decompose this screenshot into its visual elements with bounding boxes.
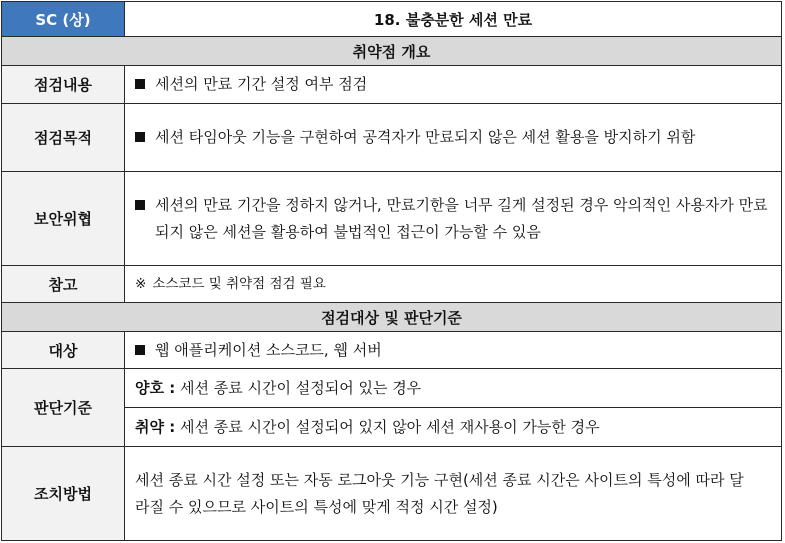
square-bullet-icon (135, 79, 145, 89)
row-label-reference: 참고 (2, 266, 125, 303)
row-risk (2, 172, 782, 266)
vulnerability-table (1, 1, 782, 541)
judgement-good (125, 369, 782, 408)
row-value-risk (125, 172, 782, 266)
reference-mark-icon: ※ (135, 275, 147, 292)
row-value-purpose (125, 104, 782, 172)
row-label-target: 대상 (2, 332, 125, 369)
action-text: 세션 종료 시간 설정 또는 자동 로그아웃 기능 구현(세션 종료 시간은 사이트의 특성에 따라 달라질 수 있으므로 사이트의 특성에 맞게 적정 시간 설정) (135, 470, 744, 516)
criteria-section-row (2, 303, 782, 332)
square-bullet-icon (135, 345, 145, 355)
section-heading-overview: 취약점 개요 (2, 37, 782, 66)
vulnerable-label: 취약 : (135, 417, 176, 436)
judgement-vulnerable (125, 408, 782, 447)
risk-text: 세션의 만료 기간을 정하지 않거나, 만료기한을 너무 길게 설정된 경우 악의적인 사용자가 만료되지 않은 세션을 활용하여 불법적인 접근이 가능할 수 있음 (155, 195, 768, 241)
overview-section-row (2, 37, 782, 66)
good-text: 세션 종료 시간이 설정되어 있는 경우 (179, 378, 422, 397)
row-content (2, 66, 782, 104)
row-target (2, 332, 782, 369)
content-text: 세션의 만료 기간 설정 여부 점검 (155, 75, 368, 93)
square-bullet-icon (135, 200, 145, 210)
row-label-purpose: 점검목적 (2, 104, 125, 172)
row-label-action: 조치방법 (2, 447, 125, 541)
category-badge: SC (상) (2, 2, 125, 37)
row-label-content: 점검내용 (2, 66, 125, 104)
row-judgement-good (2, 369, 782, 408)
row-value-content (125, 66, 782, 104)
row-label-risk: 보안위협 (2, 172, 125, 266)
row-action (2, 447, 782, 541)
target-text: 웹 애플리케이션 소스코드, 웹 서버 (155, 340, 382, 359)
row-value-action (125, 447, 782, 541)
row-purpose (2, 104, 782, 172)
page-title: 18. 불충분한 세션 만료 (125, 2, 782, 37)
reference-text: 소스코드 및 취약점 점검 필요 (152, 275, 326, 292)
good-label: 양호 : (135, 378, 176, 397)
row-label-judgement: 판단기준 (2, 369, 125, 447)
row-value-target (125, 332, 782, 369)
section-heading-criteria: 점검대상 및 판단기준 (2, 303, 782, 332)
square-bullet-icon (135, 132, 145, 142)
vulnerable-text: 세션 종료 시간이 설정되어 있지 않아 세션 재사용이 가능한 경우 (179, 417, 600, 436)
header-row (2, 2, 782, 37)
row-value-reference (125, 266, 782, 303)
row-reference (2, 266, 782, 303)
purpose-text: 세션 타임아웃 기능을 구현하여 공격자가 만료되지 않은 세션 활용을 방지하기 위함 (155, 128, 696, 146)
